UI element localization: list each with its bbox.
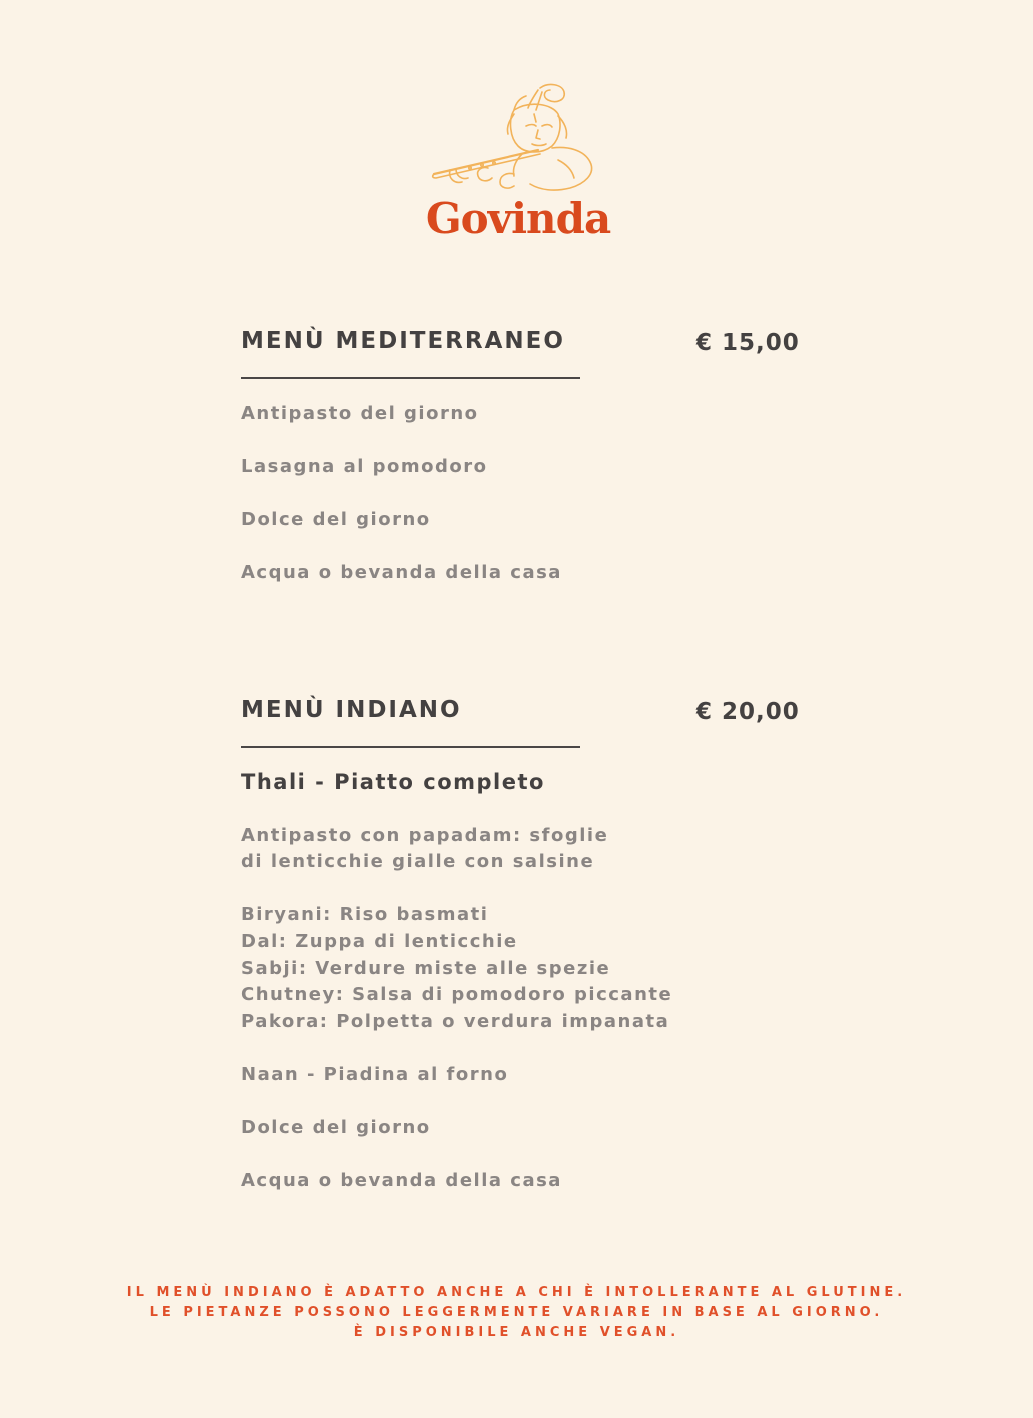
brand-name: Govinda xyxy=(425,194,611,243)
menu-item: Chutney: Salsa di pomodoro piccante xyxy=(241,984,673,1005)
menu-item: Antipasto con papadam: sfoglie xyxy=(241,825,609,846)
menu-item: Dolce del giorno xyxy=(241,509,431,530)
menu-item: Biryani: Riso basmati xyxy=(241,904,489,925)
menu-title-indiano: MENÙ INDIANO xyxy=(241,697,462,723)
menu-item: Antipasto del giorno xyxy=(241,403,479,424)
footer-line: LE PIETANZE POSSONO LEGGERMENTE VARIARE IN BASE AL GIORNO. xyxy=(149,1305,884,1320)
footer-line: IL MENÙ INDIANO È ADATTO ANCHE A CHI È INTOLLERANTE AL GLUTINE. xyxy=(126,1285,907,1300)
menu-price-mediterraneo: € 15,00 xyxy=(696,330,800,356)
menu-item: Dal: Zuppa di lenticchie xyxy=(241,931,518,952)
menu-title-mediterraneo: MENÙ MEDITERRANEO xyxy=(241,328,565,354)
menu-item: Naan - Piadina al forno xyxy=(241,1064,509,1085)
logo xyxy=(420,80,616,250)
menu-price-indiano: € 20,00 xyxy=(696,699,800,725)
section-divider xyxy=(241,377,580,379)
menu-item: Acqua o bevanda della casa xyxy=(241,562,562,583)
menu-item: Acqua o bevanda della casa xyxy=(241,1170,562,1191)
section-divider xyxy=(241,746,580,748)
menu-item: Dolce del giorno xyxy=(241,1117,431,1138)
footer-line: È DISPONIBILE ANCHE VEGAN. xyxy=(353,1325,680,1340)
menu-item: Lasagna al pomodoro xyxy=(241,456,488,477)
footer-notes xyxy=(0,1283,1033,1343)
krishna-flute-icon xyxy=(430,80,600,198)
menu-item: Sabji: Verdure miste alle spezie xyxy=(241,958,611,979)
menu-subtitle: Thali - Piatto completo xyxy=(241,770,545,794)
menu-item: di lenticchie gialle con salsine xyxy=(241,851,595,872)
menu-item: Pakora: Polpetta o verdura impanata xyxy=(241,1011,670,1032)
